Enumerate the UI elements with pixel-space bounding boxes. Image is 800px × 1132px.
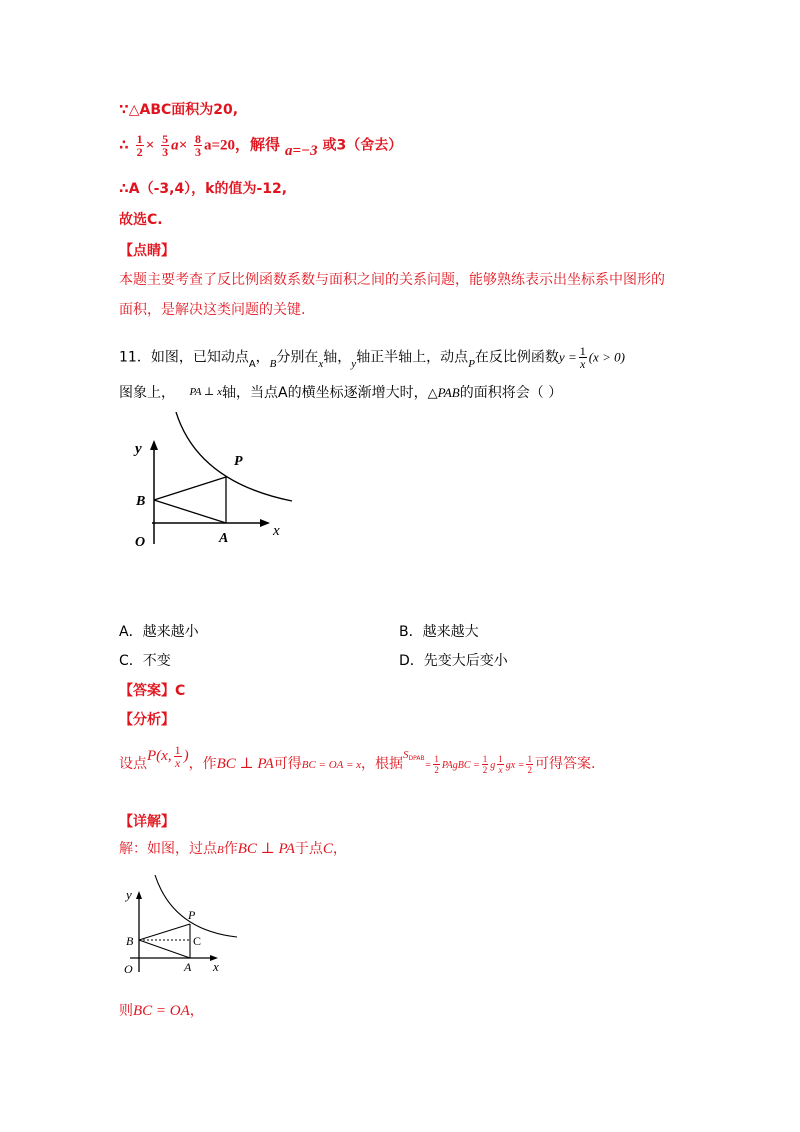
choose-c-line: 故选C. (119, 212, 163, 228)
y-label: y (126, 887, 132, 902)
option-c[interactable]: C．不变 (119, 653, 171, 669)
o-label: O (124, 962, 133, 976)
option-a[interactable]: A．越来越小 (119, 624, 199, 640)
b-label: B (136, 494, 146, 509)
segment-bp (154, 477, 226, 500)
y-axis-arrow (136, 891, 142, 899)
fraction-five-thirds: $\frac{5}{3}$ (162, 132, 169, 159)
x-axis-arrow (260, 519, 270, 527)
x-label: x (273, 523, 280, 539)
p-label: P (234, 454, 243, 469)
answer-line: 【答案】C (119, 683, 186, 699)
o-label: O (135, 535, 146, 550)
analysis-header: 【分析】 (119, 712, 175, 728)
equation-line: ∴ $\frac{1}{2}$ × $\frac{5}{3}$ a× $\frac{8}{3}$ a=20，解得 a=−3 或3（舍去） (119, 132, 403, 159)
hyperbola-curve (155, 875, 237, 937)
c-label: C (193, 934, 202, 948)
comment-text-1: 本题主要考查了反比例函数系数与面积之间的关系问题，能够熟练表示出坐标系中图形的 (119, 272, 665, 288)
fraction-half: $\frac{1}{2}$ (136, 132, 143, 159)
x-label: x (213, 959, 219, 974)
detail-line-1: 解：如图，过点B作BC ⊥ PA于点C， (119, 841, 347, 857)
coordinate-figure-2 (115, 872, 245, 982)
option-b[interactable]: B．越来越大 (399, 624, 479, 640)
question-line-1: 11．如图，已知动点$_A$，$_B$分别在$_x$轴，$_y$轴正半轴上，动点$_P$在反比例函数y = $\frac{1}{x}$ (x > 0) (119, 344, 625, 371)
given-area-line: ∵△ABC面积为20, (119, 102, 239, 118)
detail-header: 【详解】 (119, 814, 175, 830)
a-label: A (184, 960, 192, 974)
func-fraction: $\frac{1}{x}$ (579, 344, 586, 371)
segment-ba (139, 940, 190, 958)
p-label: P (188, 908, 196, 922)
y-axis-arrow (150, 440, 158, 450)
comment-header: 【点睛】 (119, 243, 175, 259)
a-label: A (219, 531, 229, 546)
y-label: y (135, 441, 142, 457)
segment-ba (154, 500, 226, 523)
analysis-p-fraction: $\frac{1}{x}$ (174, 742, 181, 770)
option-d[interactable]: D．先变大后变小 (399, 653, 508, 669)
b-label: B (126, 934, 134, 948)
analysis-text: 设点P(x, $\frac{1}{x}$ )，作BC ⊥ PA可得BC = OA = x，根据$^{SDPAB}$= $\frac{1}{2}$ PAgBC = $\frac{1}{2}$ g $\frac{1}{x}$ gx = $\frac{1}{2}$ 可得答案. (119, 742, 596, 775)
comment-text-2: 面积，是解决这类问题的关键. (119, 302, 306, 318)
point-a-line: ∴A（-3,4），k的值为-12, (119, 181, 288, 197)
detail-line-2: 则BC = OA， (119, 1003, 204, 1019)
segment-bp (139, 924, 190, 940)
coordinate-figure-1 (120, 412, 320, 557)
fraction-eight-thirds: $\frac{8}{3}$ (195, 132, 201, 159)
question-line-2: 图象上， PA ⊥ x轴，当点A的横坐标逐渐增大时，△PAB的面积将会（ ） (119, 385, 563, 401)
therefore-symbol: ∴ (119, 137, 129, 154)
